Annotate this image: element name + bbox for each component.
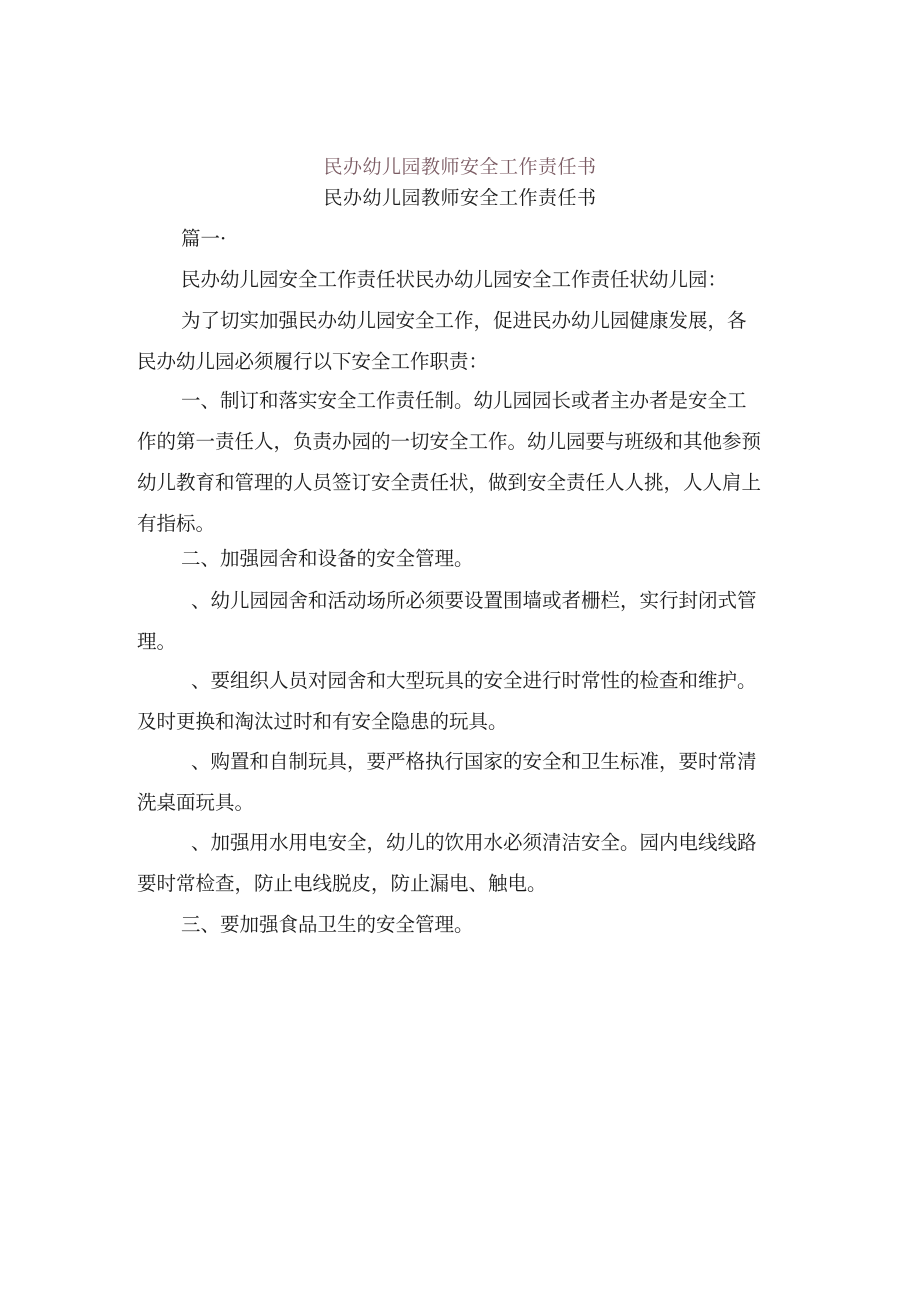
paragraph-line: 民办幼儿园安全工作责任状民办幼儿园安全工作责任状幼儿园： [181, 268, 728, 291]
paragraph-4 [137, 580, 785, 662]
paragraph-line: 民办幼儿园必须履行以下安全工作职责： [137, 350, 489, 373]
paragraph-line: 、幼儿园园舍和活动场所必须要设置围墙或者栅栏，实行封闭式管 [191, 589, 757, 612]
paragraph-line: 洗桌面玩具。 [137, 791, 255, 814]
paragraph-line: 、购置和自制玩具，要严格执行国家的安全和卫生标准，要时常清 [191, 750, 757, 773]
paragraph-line: 及时更换和淘汰过时和有安全隐患的玩具。 [137, 710, 508, 733]
paragraph-line: 理。 [137, 630, 177, 653]
paragraph-5 [137, 660, 785, 742]
paragraph-7 [137, 822, 785, 904]
paragraph-line: 三、要加强食品卫生的安全管理。 [181, 913, 474, 936]
paragraph-1 [137, 300, 785, 382]
document-subtitle: 民办幼儿园教师安全工作责任书 [323, 187, 597, 209]
paragraph-line: 作的第一责任人，负责办园的一切安全工作。幼儿园要与班级和其他参预 [137, 430, 762, 453]
section-label: 篇一· [181, 227, 227, 250]
document-title: 民办幼儿园教师安全工作责任书 [323, 156, 597, 178]
section-label-paragraph [137, 218, 785, 259]
paragraph-line: 、要组织人员对园舍和大型玩具的安全进行时常性的检查和维护。 [191, 669, 757, 692]
paragraph-line: 要时常检查，防止电线脱皮，防止漏电、触电。 [137, 872, 547, 895]
paragraph-6 [137, 741, 785, 823]
paragraph-8 [137, 904, 785, 945]
paragraph-line: 、加强用水用电安全，幼儿的饮用水必须清洁安全。园内电线线路 [191, 831, 757, 854]
paragraph-line: 为了切实加强民办幼儿园安全工作，促进民办幼儿园健康发展，各 [181, 309, 747, 332]
paragraph-line: 幼儿教育和管理的人员签订安全责任状，做到安全责任人人挑，人人肩上 [137, 471, 762, 494]
paragraph-line: 有指标。 [137, 512, 216, 535]
paragraph-line: 二、加强园舍和设备的安全管理。 [181, 547, 474, 570]
paragraph-2 [137, 380, 785, 544]
paragraph-0 [137, 259, 785, 300]
paragraph-3 [137, 538, 785, 579]
paragraph-line: 一、制订和落实安全工作责任制。幼儿园园长或者主办者是安全工 [181, 389, 747, 412]
